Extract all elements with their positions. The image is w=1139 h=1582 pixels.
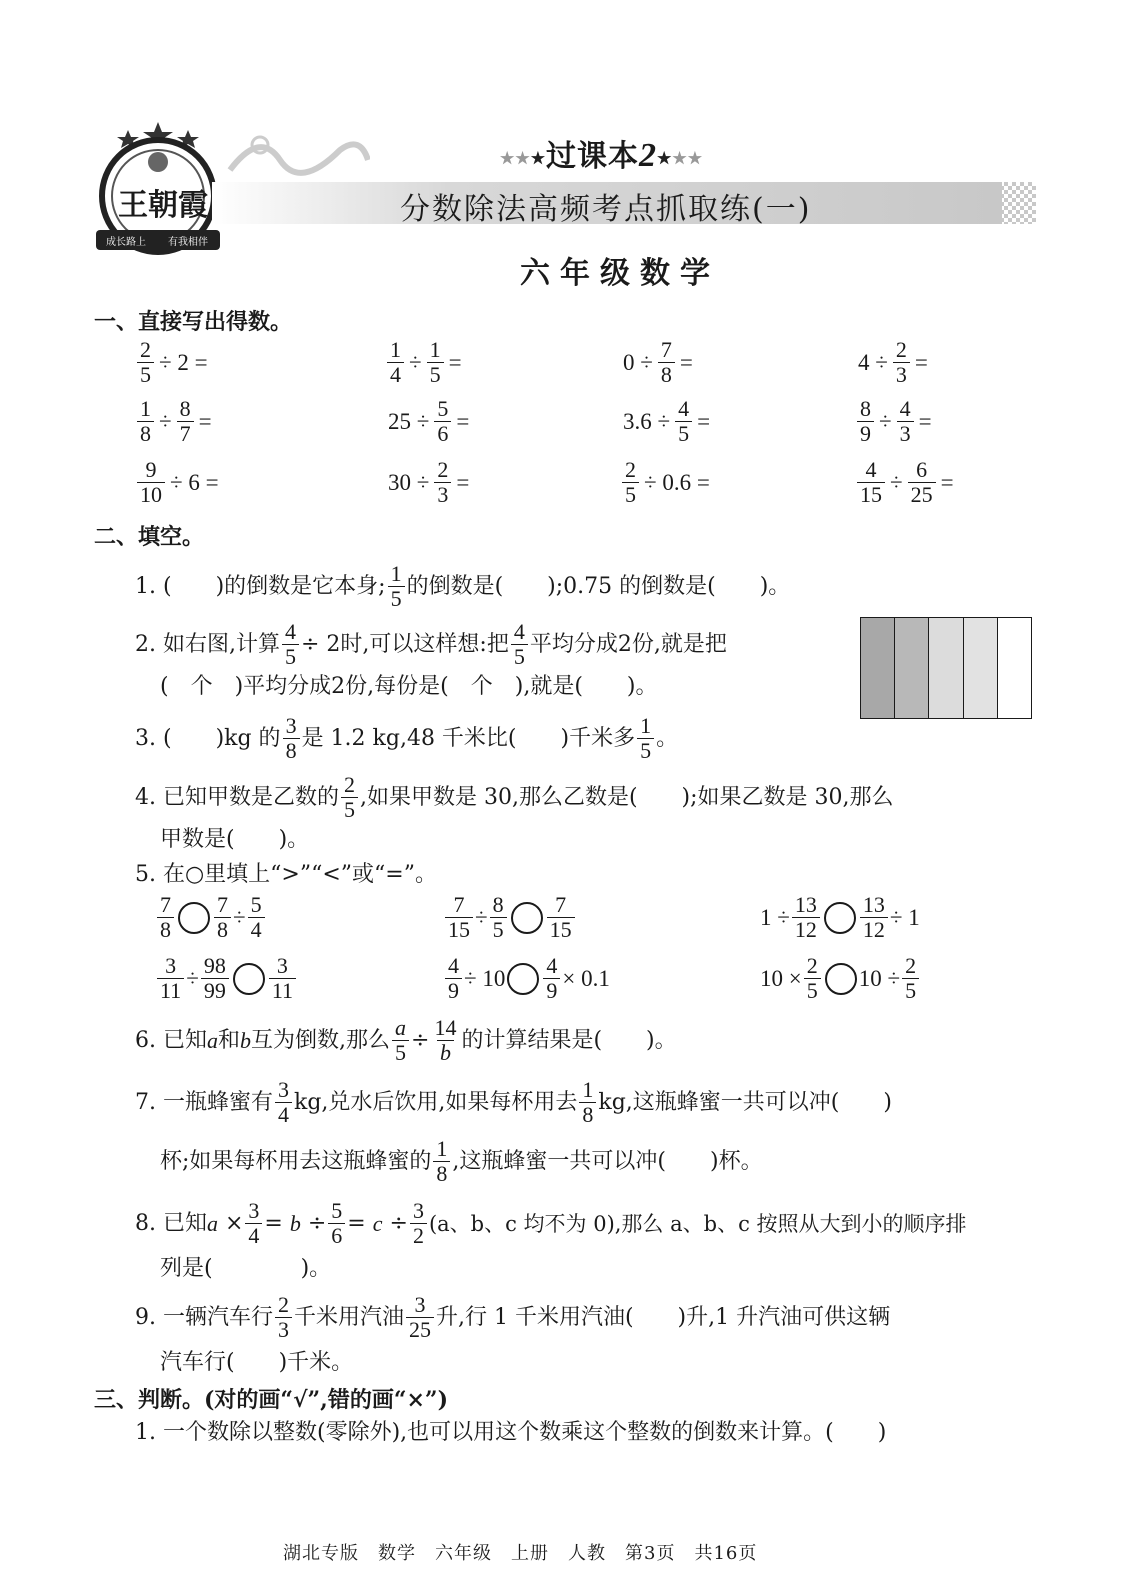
calc-item: 3.6 ÷ $\frac{4}{5}$ =: [623, 396, 711, 446]
q2-2: 2. 如右图,计算 $\frac{4}{5}$ ÷ 2时,可以这样想:把 $\frac{4}{5}$ 平均分成2份,就是把: [135, 619, 727, 669]
q2-9: 9. 一辆汽车行 $\frac{2}{3}$ 千米用汽油 $\frac{3}{25}$ 升,行 1 千米用汽油( )升,1 升汽油可供这辆: [135, 1292, 891, 1342]
q2-5: 5. 在○里填上“>”“<”或“=”。: [135, 862, 437, 887]
compare-item: $\frac{4}{9}$ ÷ 10 $\frac{4}{9}$ × 0.1: [443, 954, 610, 1003]
q2-7: 7. 一瓶蜂蜜有 $\frac{3}{4}$ kg,兑水后饮用,如果每杯用去 $\frac{1}{8}$ kg,这瓶蜂蜜一共可以冲( ): [135, 1077, 892, 1127]
calc-item: $\frac{1}{4}$ ÷ $\frac{1}{5}$ =: [385, 338, 465, 387]
compare-item: $\frac{3}{11}$ ÷ $\frac{98}{99}$ $\frac{3}{11}$: [155, 954, 298, 1003]
section1-heading: 一、直接写出得数。: [94, 309, 293, 335]
compare-item: 1 ÷ $\frac{13}{12}$ $\frac{13}{12}$ ÷ 1: [760, 892, 920, 942]
q2-7-line2: 杯;如果每杯用去这瓶蜂蜜的 $\frac{1}{8}$ ,这瓶蜂蜜一共可以冲( )杯。: [160, 1136, 763, 1186]
q2-4-line2: 甲数是( )。: [160, 827, 310, 852]
calc-item: 30 ÷ $\frac{2}{3}$ =: [388, 457, 470, 507]
fraction-grid-figure: [860, 617, 1032, 719]
compare-circle[interactable]: [178, 902, 210, 934]
calc-item: $\frac{2}{5}$ ÷ 2 =: [135, 338, 211, 387]
compare-circle[interactable]: [824, 902, 856, 934]
brand-slogan-left: 成长路上: [106, 237, 146, 248]
q2-8-line2: 列是( )。: [160, 1256, 332, 1281]
q2-3: 3. ( )kg 的 $\frac{3}{8}$ 是 1.2 kg,48 千米比( )千米多 $\frac{1}{5}$ 。: [135, 713, 679, 763]
calc-item: $\frac{9}{10}$ ÷ 6 =: [135, 458, 222, 507]
q2-4: 4. 已知甲数是乙数的 $\frac{2}{5}$ ,如果甲数是 30,那么乙数是( );如果乙数是 30,那么: [135, 772, 894, 822]
calc-item: $\frac{8}{9}$ ÷ $\frac{4}{3}$ =: [855, 397, 935, 446]
calc-item: $\frac{4}{15}$ ÷ $\frac{6}{25}$ =: [855, 458, 957, 507]
page-title: 分数除法高频考点抓取练(一): [400, 192, 812, 227]
calc-item: $\frac{1}{8}$ ÷ $\frac{8}{7}$ =: [135, 397, 215, 446]
compare-circle[interactable]: [233, 963, 265, 995]
compare-circle[interactable]: [511, 902, 543, 934]
compare-circle[interactable]: [507, 963, 539, 995]
compare-item: 10 × $\frac{2}{5}$ 10 ÷ $\frac{2}{5}$: [760, 954, 921, 1003]
section3-heading: 三、判断。(对的画“√”,错的画“×”): [94, 1387, 448, 1413]
calc-item: $\frac{2}{5}$ ÷ 0.6 =: [620, 458, 713, 507]
q2-8: 8. 已知 a × $\frac{3}{4}$ = b ÷ $\frac{5}{6}$ = c ÷ $\frac{3}{2}$ (a、b、c 均不为 0),那么 a、b、c 按照从大到小的顺序排: [135, 1198, 967, 1248]
q3-1: 1. 一个数除以整数(零除外),也可以用这个数乘这个整数的倒数来计算。( ): [135, 1420, 887, 1445]
calc-item: 4 ÷ $\frac{2}{3}$ =: [858, 337, 928, 387]
course-label: ★★★过课本2★★★: [500, 137, 704, 174]
title-bar-pattern: [1000, 182, 1036, 224]
calc-item: 25 ÷ $\frac{5}{6}$ =: [388, 396, 470, 446]
page-subtitle: 六年级数学: [520, 256, 720, 291]
q2-6: 6. 已知 a 和 b 互为倒数,那么 $\frac{a}{5}$ ÷ $\frac{14}{b}$ 的计算结果是( )。: [135, 1015, 677, 1065]
brand-text: 王朝霞: [118, 188, 208, 223]
calc-item: 0 ÷ $\frac{7}{8}$ =: [623, 337, 693, 387]
page-footer: 湖北专版 数学 六年级 上册 人教 第3页 共16页: [283, 1543, 758, 1564]
q2-9-line2: 汽车行( )千米。: [160, 1350, 354, 1375]
brand-slogan-right: 有我相伴: [168, 237, 208, 248]
q2-2-line2: ( 个 )平均分成2份,每份是( 个 ),就是( )。: [160, 674, 658, 699]
section2-heading: 二、填空。: [94, 524, 205, 550]
compare-circle[interactable]: [825, 963, 857, 995]
compare-item: $\frac{7}{15}$ ÷ $\frac{8}{5}$ $\frac{7}{15}$: [443, 893, 577, 942]
compare-item: $\frac{7}{8}$ $\frac{7}{8}$ ÷ $\frac{5}{4}$: [155, 893, 267, 942]
q2-1: 1. ( )的倒数是它本身; $\frac{1}{5}$ 的倒数是( );0.75 的倒数是( )。: [135, 561, 791, 611]
